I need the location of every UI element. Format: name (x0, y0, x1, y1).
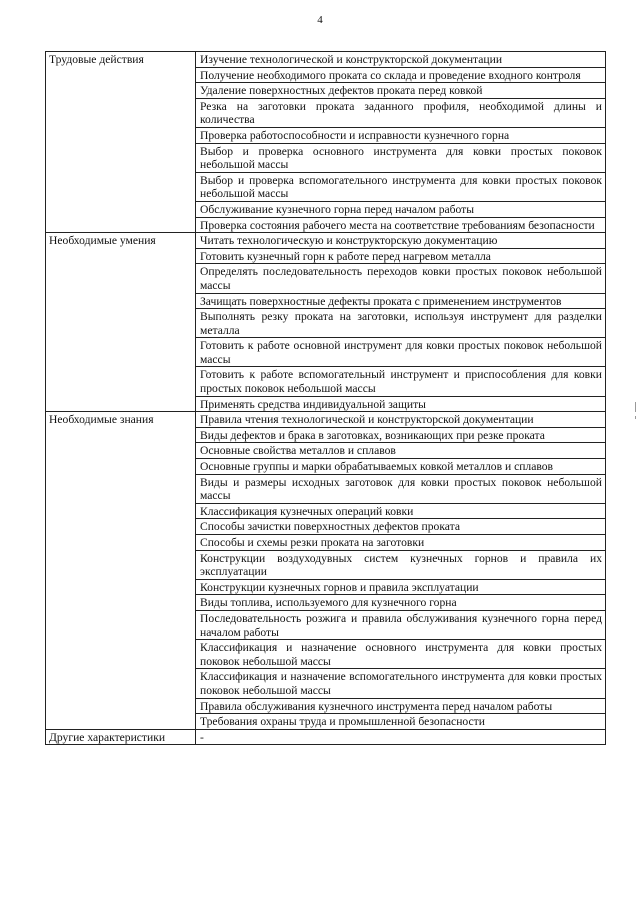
section-item: Готовить кузнечный горн к работе перед нагревом металла (196, 248, 606, 264)
table-row (46, 52, 606, 68)
section-item: Основные свойства металлов и сплавов (196, 443, 606, 459)
section-item: Применять средства индивидуальной защиты (196, 396, 606, 412)
section-item: Конструкции кузнечных горнов и правила эксплуатации (196, 579, 606, 595)
section-category: Другие характеристики (46, 729, 196, 745)
section-item: Основные группы и марки обрабатываемых ковкой металлов и сплавов (196, 459, 606, 475)
section-item: Обслуживание кузнечного горна перед началом работы (196, 201, 606, 217)
section-item: Выбор и проверка основного инструмента для ковки простых поковок небольшой массы (196, 143, 606, 172)
section-item: Получение необходимого проката со склада и проведение входного контроля (196, 67, 606, 83)
section-item: Правила чтения технологической и конструкторской документации (196, 412, 606, 428)
section-item: Резка на заготовки проката заданного профиля, необходимой длины и количества (196, 98, 606, 127)
characteristics-table (45, 51, 606, 745)
section-item: Виды топлива, используемого для кузнечного горна (196, 595, 606, 611)
section-item: Выбор и проверка вспомогательного инструмента для ковки простых поковок небольшой массы (196, 172, 606, 201)
section-item: Удаление поверхностных дефектов проката перед ковкой (196, 83, 606, 99)
scan-mark-right-2 (635, 416, 636, 419)
section-item: Классификация и назначение вспомогательного инструмента для ковки простых поковок небольшой массы (196, 669, 606, 698)
section-item: Проверка работоспособности и исправности кузнечного горна (196, 127, 606, 143)
section-category: Трудовые действия (46, 52, 196, 233)
section-item: Читать технологическую и конструкторскую документацию (196, 233, 606, 249)
page-number: 4 (317, 14, 323, 26)
section-item: Виды и размеры исходных заготовок для ковки простых поковок небольшой массы (196, 474, 606, 503)
table-row (46, 233, 606, 249)
section-category: Необходимые умения (46, 233, 196, 412)
section-item: Зачищать поверхностные дефекты проката с применением инструментов (196, 293, 606, 309)
section-item: Готовить к работе основной инструмент для ковки простых поковок небольшой массы (196, 338, 606, 367)
section-item: Виды дефектов и брака в заготовках, возникающих при резке проката (196, 427, 606, 443)
section-item: Определять последовательность переходов ковки простых поковок небольшой массы (196, 264, 606, 293)
section-item: Конструкции воздуходувных систем кузнечных горнов и правила их эксплуатации (196, 550, 606, 579)
section-item: - (196, 729, 606, 745)
section-item: Последовательность розжига и правила обслуживания кузнечного горна перед началом работы (196, 610, 606, 639)
section-item: Правила обслуживания кузнечного инструмента перед началом работы (196, 698, 606, 714)
section-item: Классификация кузнечных операций ковки (196, 503, 606, 519)
table-body (46, 52, 606, 745)
section-item: Способы зачистки поверхностных дефектов проката (196, 519, 606, 535)
table-row (46, 412, 606, 428)
section-item: Требования охраны труда и промышленной безопасности (196, 714, 606, 730)
scan-mark-right-1 (635, 402, 636, 412)
section-item: Выполнять резку проката на заготовки, используя инструмент для разделки металла (196, 309, 606, 338)
section-item: Способы и схемы резки проката на заготовки (196, 535, 606, 551)
section-category: Необходимые знания (46, 412, 196, 729)
table-row (46, 729, 606, 745)
section-item: Классификация и назначение основного инструмента для ковки простых поковок небольшой массы (196, 640, 606, 669)
section-item: Готовить к работе вспомогательный инструмент и приспособления для ковки простых поковок небольшой массы (196, 367, 606, 396)
section-item: Изучение технологической и конструкторской документации (196, 52, 606, 68)
section-item: Проверка состояния рабочего места на соответствие требованиям безопасности (196, 217, 606, 233)
